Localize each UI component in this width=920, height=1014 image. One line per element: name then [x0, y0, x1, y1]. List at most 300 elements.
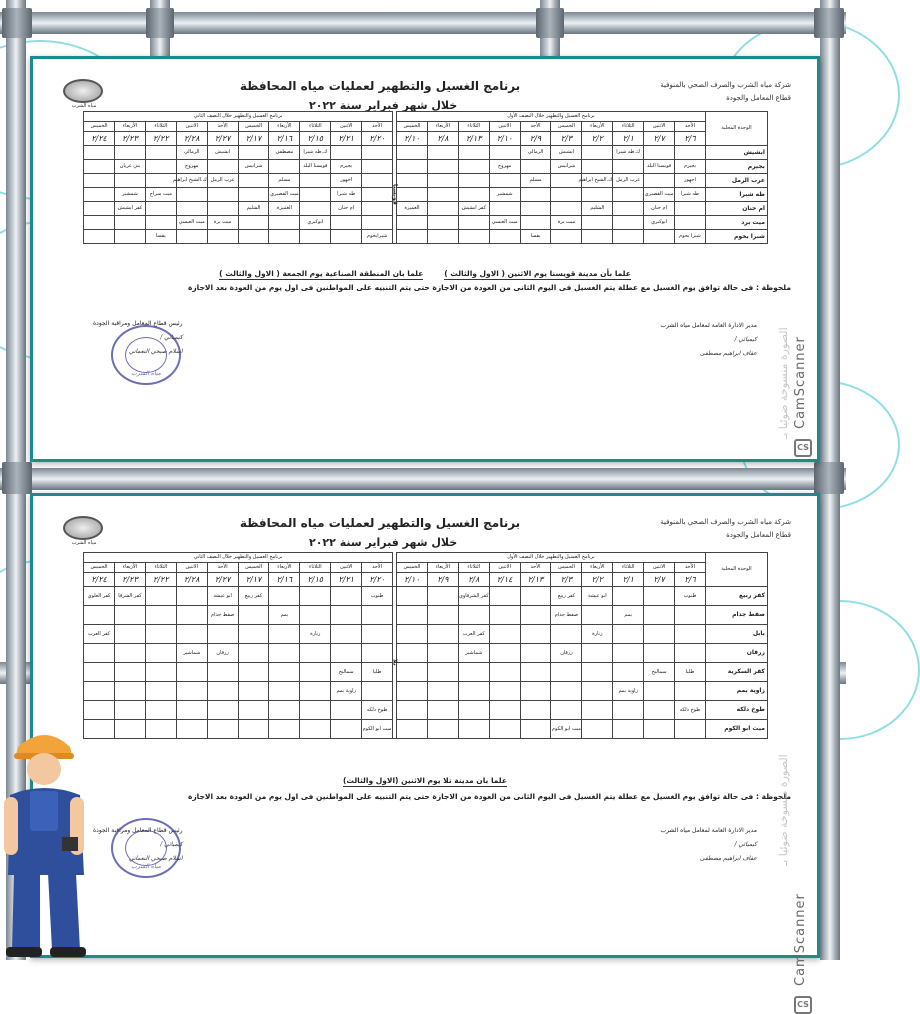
day-header: الخميس	[397, 122, 428, 132]
document-title: برنامج الغسيل والتطهير لعمليات مياه المحافظة	[239, 79, 521, 93]
schedule-cell: كفر ربيع	[238, 587, 269, 606]
schedule-cell	[238, 188, 269, 202]
schedule-cell: كفر الشرقاوي	[458, 587, 489, 606]
schedule-cell	[458, 174, 489, 188]
spacer	[393, 122, 397, 132]
schedule-cell	[675, 625, 706, 644]
schedule-cell	[269, 587, 300, 606]
schedule-cell: مهروج	[176, 160, 207, 174]
schedule-cell	[520, 202, 551, 216]
schedule-cell: عرب الرمل	[207, 174, 238, 188]
schedule-cell	[644, 625, 675, 644]
table-row	[84, 230, 768, 244]
unit-name-cell: صفط جدام	[705, 606, 767, 625]
schedule-cell	[300, 230, 331, 244]
day-header: الاثنين	[644, 563, 675, 573]
schedule-cell	[269, 663, 300, 682]
schedule-cell	[613, 625, 644, 644]
day-header: الأحد	[362, 563, 393, 573]
schedule-cell: العميزة	[269, 202, 300, 216]
day-header: الخميس	[551, 563, 582, 573]
signatory-name: عفاف ابراهيم مصطفى	[699, 350, 757, 357]
schedule-cell: زاوية بمم	[331, 682, 362, 701]
company-line: قطاع المعامل والجودة	[726, 531, 791, 539]
schedule-cell	[489, 682, 520, 701]
company-line: شركة مياه الشرب والصرف الصحي بالمنوفية	[660, 81, 791, 89]
date-cell: ٢/٢	[582, 573, 613, 587]
schedule-cell	[427, 216, 458, 230]
region-label: تلا	[393, 587, 397, 739]
schedule-cell	[458, 160, 489, 174]
table-row	[84, 160, 768, 174]
schedule-cell	[489, 644, 520, 663]
date-cell: ٢/٦	[675, 573, 706, 587]
schedule-cell	[582, 720, 613, 739]
schedule-cell: قويسنا البلد	[300, 160, 331, 174]
schedule-cell: ك.الشيخ ابراهيم	[176, 174, 207, 188]
day-header: الثلاثاء	[300, 122, 331, 132]
schedule-cell: كفر ابشيش	[115, 202, 146, 216]
schedule-cell	[84, 216, 115, 230]
day-header: الأربعاء	[582, 122, 613, 132]
official-stamp	[111, 818, 181, 878]
schedule-cell	[613, 188, 644, 202]
schedule-cell	[300, 587, 331, 606]
schedule-cell	[176, 230, 207, 244]
schedule-cell: بمم	[269, 606, 300, 625]
schedule-cell	[458, 146, 489, 160]
schedule-cell	[520, 587, 551, 606]
day-header: الاثنين	[331, 122, 362, 132]
schedule-cell	[145, 216, 176, 230]
date-cell: ٢/١٠	[397, 573, 428, 587]
schedule-cell: ميت القصيري	[644, 188, 675, 202]
date-cell: ٢/١٥	[300, 573, 331, 587]
schedule-cell	[362, 174, 393, 188]
schedule-cell: ميت العبسي	[489, 216, 520, 230]
schedule-cell	[207, 701, 238, 720]
schedule-cell	[269, 701, 300, 720]
schedule-cell: ابو عيشة	[582, 587, 613, 606]
pipe-flange	[2, 462, 32, 494]
table-row	[84, 644, 768, 663]
schedule-cell: زرقان	[551, 644, 582, 663]
schedule-cell: قويسنا البلد	[644, 160, 675, 174]
remark-right: علما بأن مدينة قويسنا يوم الاثنين ( الاول والثالث )	[444, 269, 631, 278]
schedule-cell	[397, 701, 428, 720]
schedule-cell	[489, 606, 520, 625]
schedule-cell: شمشير	[115, 188, 146, 202]
day-header: الأربعاء	[427, 122, 458, 132]
schedule-cell	[145, 146, 176, 160]
schedule-cell	[458, 701, 489, 720]
schedule-cell: ميت سراج	[145, 188, 176, 202]
date-cell: ٢/٢٨	[176, 573, 207, 587]
table-row	[84, 174, 768, 188]
schedule-cell: يقسا	[145, 230, 176, 244]
signatory-role: كيميائي /	[734, 841, 757, 848]
schedule-cell	[331, 216, 362, 230]
schedule-cell	[644, 701, 675, 720]
schedule-cell: طه شبرا	[675, 188, 706, 202]
unit-name-cell: زاوية بمم	[705, 682, 767, 701]
day-header: الأربعاء	[115, 563, 146, 573]
schedule-cell	[362, 216, 393, 230]
schedule-cell	[238, 720, 269, 739]
schedule-cell	[145, 174, 176, 188]
day-header-row	[84, 563, 768, 573]
schedule-cell	[613, 663, 644, 682]
schedule-cell	[489, 587, 520, 606]
schedule-cell: شمشير	[489, 188, 520, 202]
pipe-flange	[814, 8, 844, 38]
schedule-document-2	[30, 493, 820, 1009]
schedule-cell: ميت القصيري	[269, 188, 300, 202]
schedule-cell	[427, 644, 458, 663]
day-header: الثلاثاء	[145, 122, 176, 132]
unit-column-header: الوحدة المحلية	[705, 112, 767, 146]
schedule-cell: مسلم	[520, 174, 551, 188]
signatory-role: كيميائي /	[160, 841, 183, 848]
signatory-name: اسلام صبحي النعماني	[128, 855, 183, 862]
signatory-name: اسلام صبحي النعماني	[128, 348, 183, 355]
half-header-row	[84, 553, 768, 563]
schedule-cell	[582, 644, 613, 663]
schedule-cell: شماشير	[176, 644, 207, 663]
unit-name-cell: شبرا بخوم	[705, 230, 767, 244]
schedule-cell: ام خنان	[331, 202, 362, 216]
date-cell: ٢/٧	[644, 132, 675, 146]
day-header: الثلاثاء	[300, 563, 331, 573]
schedule-cell	[176, 202, 207, 216]
schedule-cell	[489, 202, 520, 216]
schedule-cell: كفر العرب	[458, 625, 489, 644]
schedule-cell	[427, 174, 458, 188]
schedule-cell: الرمالي	[520, 146, 551, 160]
date-cell: ٢/٢٢	[145, 573, 176, 587]
document-subtitle: خلال شهر فبراير سنة ٢٠٢٢	[309, 99, 458, 112]
date-cell: ٢/١	[613, 132, 644, 146]
schedule-cell	[269, 160, 300, 174]
schedule-cell: طليا	[675, 663, 706, 682]
date-cell: ٢/٢٤	[84, 132, 115, 146]
schedule-cell: يقسا	[520, 230, 551, 244]
day-header: الأربعاء	[269, 122, 300, 132]
document-title: برنامج الغسيل والتطهير لعمليات مياه المحافظة	[239, 516, 521, 530]
schedule-cell	[458, 720, 489, 739]
schedule-cell	[176, 682, 207, 701]
schedule-cell: صفط جدام	[207, 606, 238, 625]
schedule-cell	[176, 663, 207, 682]
schedule-cell	[362, 606, 393, 625]
schedule-cell: اجهور	[675, 174, 706, 188]
schedule-cell	[84, 174, 115, 188]
date-cell: ٢/٢١	[331, 573, 362, 587]
schedule-cell	[145, 701, 176, 720]
company-name	[660, 79, 791, 105]
schedule-cell	[145, 644, 176, 663]
remark-right: علما بان مدينة تلا يوم الاثنين (الاول والثالث)	[343, 776, 507, 785]
schedule-cell	[613, 701, 644, 720]
schedule-cell	[520, 606, 551, 625]
pipe	[0, 468, 846, 490]
pipe	[0, 12, 846, 34]
schedule-cell	[176, 701, 207, 720]
schedule-cell	[115, 644, 146, 663]
schedule-cell	[115, 146, 146, 160]
schedule-cell: ك.الشيخ ابراهيم	[582, 174, 613, 188]
schedule-cell	[331, 587, 362, 606]
day-header: الأربعاء	[582, 563, 613, 573]
schedule-cell	[644, 606, 675, 625]
schedule-cell: شبرابخوم	[362, 230, 393, 244]
schedule-cell	[489, 701, 520, 720]
schedule-cell	[145, 663, 176, 682]
remark-left: علما بان المنطقة الصناعية يوم الجمعة ( الاول والثالث )	[219, 269, 424, 278]
schedule-cell	[582, 701, 613, 720]
schedule-cell	[115, 720, 146, 739]
schedule-cell	[644, 146, 675, 160]
date-cell: ٢/٢٧	[207, 132, 238, 146]
table-row	[84, 146, 768, 160]
company-name	[660, 516, 791, 542]
date-cell: ٢/٣	[551, 573, 582, 587]
day-header: الخميس	[397, 563, 428, 573]
schedule-cell	[397, 174, 428, 188]
schedule-cell	[238, 606, 269, 625]
schedule-cell	[397, 720, 428, 739]
date-cell: ٢/٩	[427, 573, 458, 587]
schedule-cell: كفر العلوي	[84, 587, 115, 606]
schedule-cell	[458, 188, 489, 202]
schedule-cell: كفر ربيع	[551, 587, 582, 606]
schedule-cell	[84, 146, 115, 160]
schedule-cell: بمم	[613, 606, 644, 625]
schedule-cell	[520, 216, 551, 230]
schedule-cell: مصطفى	[269, 146, 300, 160]
day-header: الأحد	[675, 122, 706, 132]
camscanner-logo-icon: CS	[794, 996, 812, 1014]
schedule-cell	[644, 230, 675, 244]
schedule-cell	[238, 644, 269, 663]
schedule-cell	[176, 720, 207, 739]
table-row	[84, 587, 768, 606]
date-cell: ٢/١٣	[458, 132, 489, 146]
schedule-cell	[613, 230, 644, 244]
table-row	[84, 216, 768, 230]
schedule-cell	[397, 146, 428, 160]
company-logo-icon	[63, 516, 103, 540]
schedule-cell	[115, 230, 146, 244]
schedule-cell: زرقان	[207, 644, 238, 663]
schedule-cell	[331, 720, 362, 739]
schedule-cell	[675, 216, 706, 230]
signatory-name: عفاف ابراهيم مصطفى	[699, 855, 757, 862]
day-header: الأحد	[675, 563, 706, 573]
first-half-header: برنامج الغسيل والتطهير خلال النصف الأول	[397, 553, 706, 563]
date-cell: ٢/١	[613, 573, 644, 587]
schedule-cell: كفر الشرقا	[115, 587, 146, 606]
schedule-cell	[238, 663, 269, 682]
schedule-cell	[238, 701, 269, 720]
schedule-cell	[269, 644, 300, 663]
schedule-cell	[582, 606, 613, 625]
schedule-cell	[582, 160, 613, 174]
schedule-cell: سماليج	[644, 663, 675, 682]
day-header: الثلاثاء	[145, 563, 176, 573]
unit-name-cell: ميت ابو الكوم	[705, 720, 767, 739]
schedule-cell	[397, 160, 428, 174]
schedule-cell	[551, 625, 582, 644]
schedule-cell	[551, 174, 582, 188]
camscanner-text: CamScanner	[793, 336, 808, 429]
signatory-title: رئيس قطاع المعامل ومراقبة الجودة	[93, 827, 183, 834]
day-header: الأحد	[520, 122, 551, 132]
schedule-cell	[115, 663, 146, 682]
schedule-cell	[115, 216, 146, 230]
schedule-cell	[489, 720, 520, 739]
schedule-cell: مسلم	[269, 174, 300, 188]
schedule-cell	[145, 160, 176, 174]
schedule-cell	[675, 606, 706, 625]
schedule-cell	[551, 682, 582, 701]
schedule-cell: بجيرم	[331, 160, 362, 174]
schedule-cell	[427, 146, 458, 160]
date-cell: ٢/٢٢	[145, 132, 176, 146]
day-header: الثلاثاء	[458, 563, 489, 573]
schedule-cell: زنارة	[300, 625, 331, 644]
date-cell: ٢/١٦	[269, 573, 300, 587]
schedule-cell	[84, 188, 115, 202]
date-cell: ٢/٢٨	[176, 132, 207, 146]
date-cell: ٢/١٣	[520, 573, 551, 587]
schedule-cell	[613, 587, 644, 606]
schedule-cell	[269, 216, 300, 230]
schedule-cell	[207, 202, 238, 216]
schedule-cell	[613, 216, 644, 230]
schedule-cell	[397, 230, 428, 244]
company-line: شركة مياه الشرب والصرف الصحي بالمنوفية	[660, 518, 791, 526]
schedule-cell	[269, 230, 300, 244]
schedule-cell	[300, 202, 331, 216]
note: ملحوظة : فى حالة توافق يوم الغسيل مع عطلة يتم الغسيل فى اليوم الثانى من العودة من الاجازة حتى يتم التنبيه على المواطنين فى اول يوم من العودة بعد الاجازة	[187, 283, 791, 292]
schedule-cell: ابوكبري	[300, 216, 331, 230]
day-header: الخميس	[84, 122, 115, 132]
date-cell: ٢/٢٤	[84, 573, 115, 587]
schedule-cell	[331, 701, 362, 720]
date-cell: ٢/١٧	[238, 573, 269, 587]
signatory-title: مدير الادارة العامة لمعامل مياه الشرب	[660, 322, 757, 329]
schedule-cell	[551, 701, 582, 720]
schedule-cell: ك.طه شبرا	[300, 146, 331, 160]
schedule-cell	[331, 146, 362, 160]
schedule-cell	[458, 216, 489, 230]
day-header: الأربعاء	[427, 563, 458, 573]
schedule-cell	[644, 174, 675, 188]
schedule-document-1	[30, 56, 820, 462]
schedule-cell	[300, 606, 331, 625]
schedule-cell: طليا	[362, 663, 393, 682]
schedule-cell	[145, 202, 176, 216]
region-label: قويسنا	[393, 146, 397, 244]
date-cell: ٢/٢	[582, 132, 613, 146]
schedule-cell	[84, 663, 115, 682]
date-cell: ٢/١٦	[269, 132, 300, 146]
schedule-cell	[84, 606, 115, 625]
pipe-flange	[536, 8, 564, 38]
schedule-cell	[115, 701, 146, 720]
schedule-cell	[427, 202, 458, 216]
schedule-cell	[397, 587, 428, 606]
unit-name-cell: بابل	[705, 625, 767, 644]
signatory-role: كيميائي /	[160, 334, 183, 341]
remarks	[59, 776, 791, 785]
schedule-cell: طنوب	[675, 587, 706, 606]
schedule-cell	[207, 230, 238, 244]
table-row	[84, 701, 768, 720]
schedule-cell	[300, 682, 331, 701]
schedule-cell	[582, 146, 613, 160]
schedule-cell	[84, 230, 115, 244]
day-header: الاثنين	[489, 563, 520, 573]
schedule-cell	[613, 720, 644, 739]
schedule-cell	[238, 216, 269, 230]
schedule-cell	[675, 146, 706, 160]
schedule-cell: ميت برة	[207, 216, 238, 230]
schedule-cell: شرانيس	[238, 160, 269, 174]
pipe-flange	[814, 462, 844, 494]
schedule-cell	[145, 606, 176, 625]
schedule-cell	[520, 625, 551, 644]
schedule-cell	[115, 682, 146, 701]
schedule-cell	[520, 644, 551, 663]
schedule-cell	[427, 606, 458, 625]
schedule-cell: اجهور	[331, 174, 362, 188]
schedule-cell	[84, 682, 115, 701]
schedule-cell	[489, 174, 520, 188]
official-stamp	[111, 325, 181, 385]
schedule-cell	[582, 188, 613, 202]
date-cell: ٢/٢٣	[115, 132, 146, 146]
camscanner-watermark	[791, 129, 815, 452]
day-header: الثلاثاء	[458, 122, 489, 132]
schedule-cell: العميزة	[397, 202, 428, 216]
schedule-cell	[675, 682, 706, 701]
schedule-cell	[489, 625, 520, 644]
schedule-cell	[84, 644, 115, 663]
schedule-cell	[397, 216, 428, 230]
date-cell: ٢/٢١	[331, 132, 362, 146]
schedule-cell	[397, 663, 428, 682]
date-cell: ٢/١٤	[489, 573, 520, 587]
logo-caption: مياه الشرب	[71, 540, 97, 546]
schedule-cell: عرب الرمل	[613, 174, 644, 188]
schedule-cell	[269, 720, 300, 739]
table-row	[84, 625, 768, 644]
schedule-cell: الشليم	[238, 202, 269, 216]
schedule-cell	[331, 606, 362, 625]
schedule-cell	[300, 188, 331, 202]
day-header: الأربعاء	[115, 122, 146, 132]
schedule-cell	[613, 160, 644, 174]
schedule-cell	[145, 720, 176, 739]
schedule-cell	[520, 188, 551, 202]
signature-right	[660, 319, 757, 361]
schedule-cell	[362, 644, 393, 663]
spacer	[393, 132, 397, 146]
spacer	[393, 573, 397, 587]
schedule-cell	[207, 720, 238, 739]
